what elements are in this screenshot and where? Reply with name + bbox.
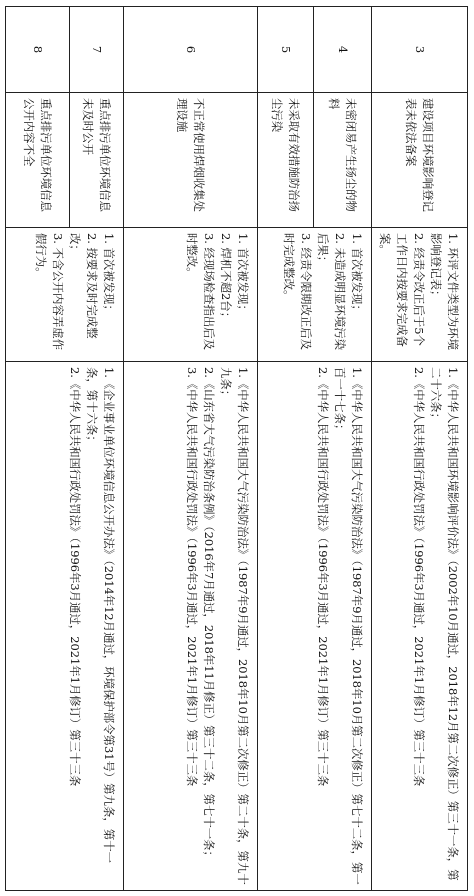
law-line: 1.《企业事业单位环境信息公开办法》（2014年12月通过，环境保护部令第31号）第九条，第十一条，第十六条； [85,367,116,863]
law-line: 1.《中华人民共和国大气污染防治法》（1987年9月通过，2018年10月第二次修正）第二十条，第九十九条； [219,367,250,885]
law-line: 2.《中华人民共和国行政处罚法》（1996年3月通过，2021年1月修订）第三十三条 [68,367,82,787]
law-line: 1.《中华人民共和国环境影响评价法》（2002年10月通过，2018年12月第二次修正）第三十一条，第二十六条； [429,367,460,881]
exemption-conditions [6,228,124,362]
violation-item: 重点排污单位环境信息公开内容不全 [6,93,70,228]
law-line: 2.《中华人民共和国行政处罚法》（1996年3月通过，2021年1月修订）第三十三条 [316,367,330,787]
condition-line: 1. 首次被发现； [236,233,250,316]
violation-item: 不正常使用焊烟收集处理设施 [124,93,258,228]
table-row [314,7,372,891]
law-line: 2.《山东省大气污染防治条例》（2016年7月通过，2018年11月修正）第三十二条，第七十一条； [202,367,216,862]
violation-item: 未密闭易产生扬尘的物料 [314,93,372,228]
condition-line: 2. 按要求及时完成整改； [68,233,99,339]
row-number: 3 [372,7,468,93]
condition-line: 2. 未造成明显环境污染后果； [316,233,347,351]
exemption-conditions [258,228,372,362]
legal-basis [258,362,372,891]
condition-line: 1. 首次被发现； [102,233,116,316]
legal-basis [124,362,258,891]
law-line: 3.《中华人民共和国行政处罚法》（1996年3月通过，2021年1月修订）第三十三条 [185,367,199,787]
row-number: 4 [314,7,372,93]
penalty-exemption-table [5,6,468,891]
violation-item: 重点排污单位环境信息未及时公开 [70,93,124,228]
condition-line: 2. 焊机不超2台； [219,233,233,324]
law-line: 2.《中华人民共和国行政处罚法》（1996年3月通过，2021年1月修订）第三十三条 [412,367,426,787]
violation-item: 建设项目环境影响登记表未依法备案 [372,93,468,228]
legal-basis [372,362,468,891]
condition-line: 3. 经现场检查指出后及时整改。 [185,233,216,351]
condition-line: 2. 经责令改正后于5个工作日内按要求完成备案。 [378,233,426,347]
row-number: 6 [124,7,258,93]
law-line: 1.《中华人民共和国大气污染防治法》（1987年9月通过，2018年10月第二次修正）第七十二条，第一百一十七条； [333,367,364,885]
condition-line: 1. 首次被发现； [350,233,364,316]
exemption-conditions [372,228,468,362]
condition-line: 3. 不含公开内容弄虚作假行为。 [34,233,65,351]
table-row [372,7,468,891]
table-row [124,7,258,891]
condition-line: 1. 环评文件类型为环境影响登记表； [429,233,460,351]
exemption-conditions [124,228,258,362]
legal-basis [6,362,124,891]
condition-line: 3. 经责令限期改正后及时完成整改。 [282,233,313,351]
row-number: 5 [258,7,314,93]
row-number: 7 [70,7,124,93]
table-row [70,7,124,891]
violation-item: 未采取有效措施防治扬尘污染 [258,93,314,228]
row-number: 8 [6,7,70,93]
